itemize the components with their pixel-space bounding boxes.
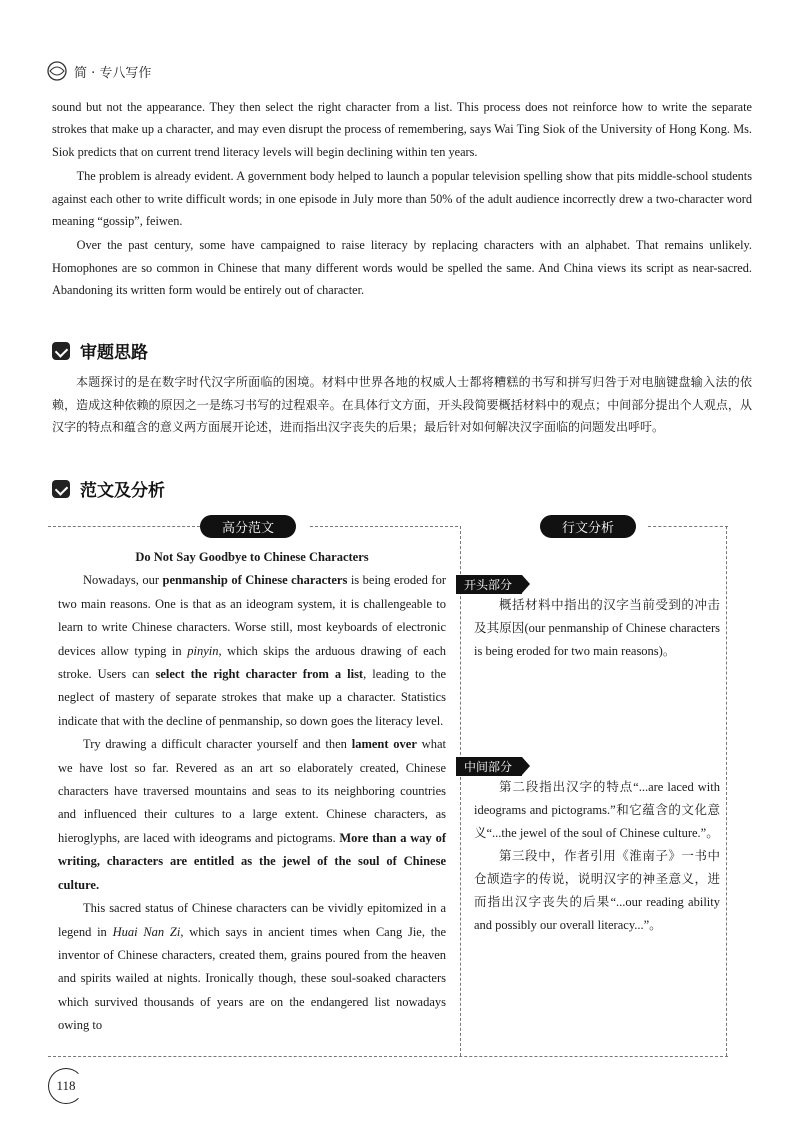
essay-paragraph: Try drawing a difficult character yourself and then lament over what we have lost so far. Revered as an art so elaborately created, Chinese characters have traversed mountains and seas to its neighboring countries and influenced their cultures to a large extent. Chinese characters, as hieroglyphs, are laced with ideograms and pictograms. More than a way of writing, characters are entitled as the jewel of the soul of Chinese culture. (58, 737, 446, 892)
passage-paragraph: sound but not the appearance. They then select the right character from a list. This process does not reinforce how to write the separate strokes that make up a character, and may even disrupt the process of remembering, says Wai Ting Siok of the University of Hong Kong. Ms. Siok predicts that on current trend literacy levels will begin declining within ten years. (52, 100, 752, 159)
essay-paragraph: Nowadays, our penmanship of Chinese characters is being eroded for two main reasons. One is that as an ideogram system, it is challengeable to learn to write Chinese characters. Worse still, most keyboards of electronic devices allow typing in pinyin, which skips the arduous drawing of each stroke. Users can select the right character from a list, leading to the neglect of mastery of separate strokes that make up a character. Statistics indicate that with the decline of penmanship, so down goes the literacy level. (58, 573, 447, 728)
essay-paragraph: This sacred status of Chinese characters can be vividly epitomized in a legend in Huai Nan Zi, which says in ancient times when Cang Jie, the inventor of Chinese characters, created them, grains poured from the heaven and spirits wailed at nights. Ironically though, these soul-soaked characters which survived thousands of years are on the endangered list nowadays owing to (58, 901, 446, 1033)
tag-middle: 中间部分 (456, 757, 522, 776)
section-heading-sample (52, 476, 165, 501)
section-title: 审题思路 (80, 343, 148, 363)
book-logo-icon (46, 60, 68, 82)
check-icon (52, 480, 70, 498)
pill-analysis: 行文分析 (540, 515, 636, 538)
passage-paragraph: The problem is already evident. A government body helped to launch a popular television spelling show that pits middle-school students against each other to write difficult words; in one episode in July more than 50% of the adult audience incorrectly drew a two-character word meaning “gossip”, feiwen. (52, 169, 752, 229)
check-icon (52, 342, 70, 360)
passage-paragraph: Over the past century, some have campaigned to raise literacy by replacing characters with an alphabet. That remains unlikely. Homophones are so common in Chinese that many different words would be spelled the same. And China views its script as near-sacred. Abandoning its written form would be entirely out of character. (52, 238, 752, 298)
analysis-middle (474, 776, 720, 937)
tag-opening: 开头部分 (456, 575, 522, 594)
book-header (46, 60, 151, 82)
reading-passage (52, 96, 752, 304)
analysis-text: 第二段指出汉字的特点“...are laced with ideograms and pictograms.”和它蕴含的文化意义“...the jewel of the soul of Chinese culture.”。 (474, 780, 720, 840)
analysis-opening (474, 594, 720, 663)
essay-title: Do Not Say Goodbye to Chinese Characters (135, 550, 369, 564)
section-heading-analysis (52, 338, 148, 363)
page-number: 118 (48, 1068, 84, 1104)
analysis-paragraph: 本题探讨的是在数字时代汉字所面临的困境。材料中世界各地的权威人士都将糟糕的书写和拼写归咎于对电脑键盘输入法的依赖，造成这种依赖的原因之一是练习书写的过程艰辛。在具体行文方面，开头段简要概括材料中的观点；中间部分提出个人观点，从汉字的特点和蕴含的意义两方面展开论述，进而指出汉字丧失的后果；最后针对如何解决汉字面临的问题发出呼吁。 (52, 375, 752, 434)
section-title: 范文及分析 (80, 481, 165, 501)
analysis-text: 第三段中，作者引用《淮南子》一书中仓颉造字的传说，说明汉字的神圣意义，进而指出汉字丧失的后果“...our reading ability and possibly our overall literacy...”。 (474, 849, 720, 932)
sample-essay (58, 546, 446, 1038)
analysis-text: 概括材料中指出的汉字当前受到的冲击及其原因(our penmanship of Chinese characters is being eroded for two main reasons)。 (474, 598, 720, 658)
header-label: 简 · 专八写作 (74, 65, 152, 81)
pill-sample-essay: 高分范文 (200, 515, 296, 538)
